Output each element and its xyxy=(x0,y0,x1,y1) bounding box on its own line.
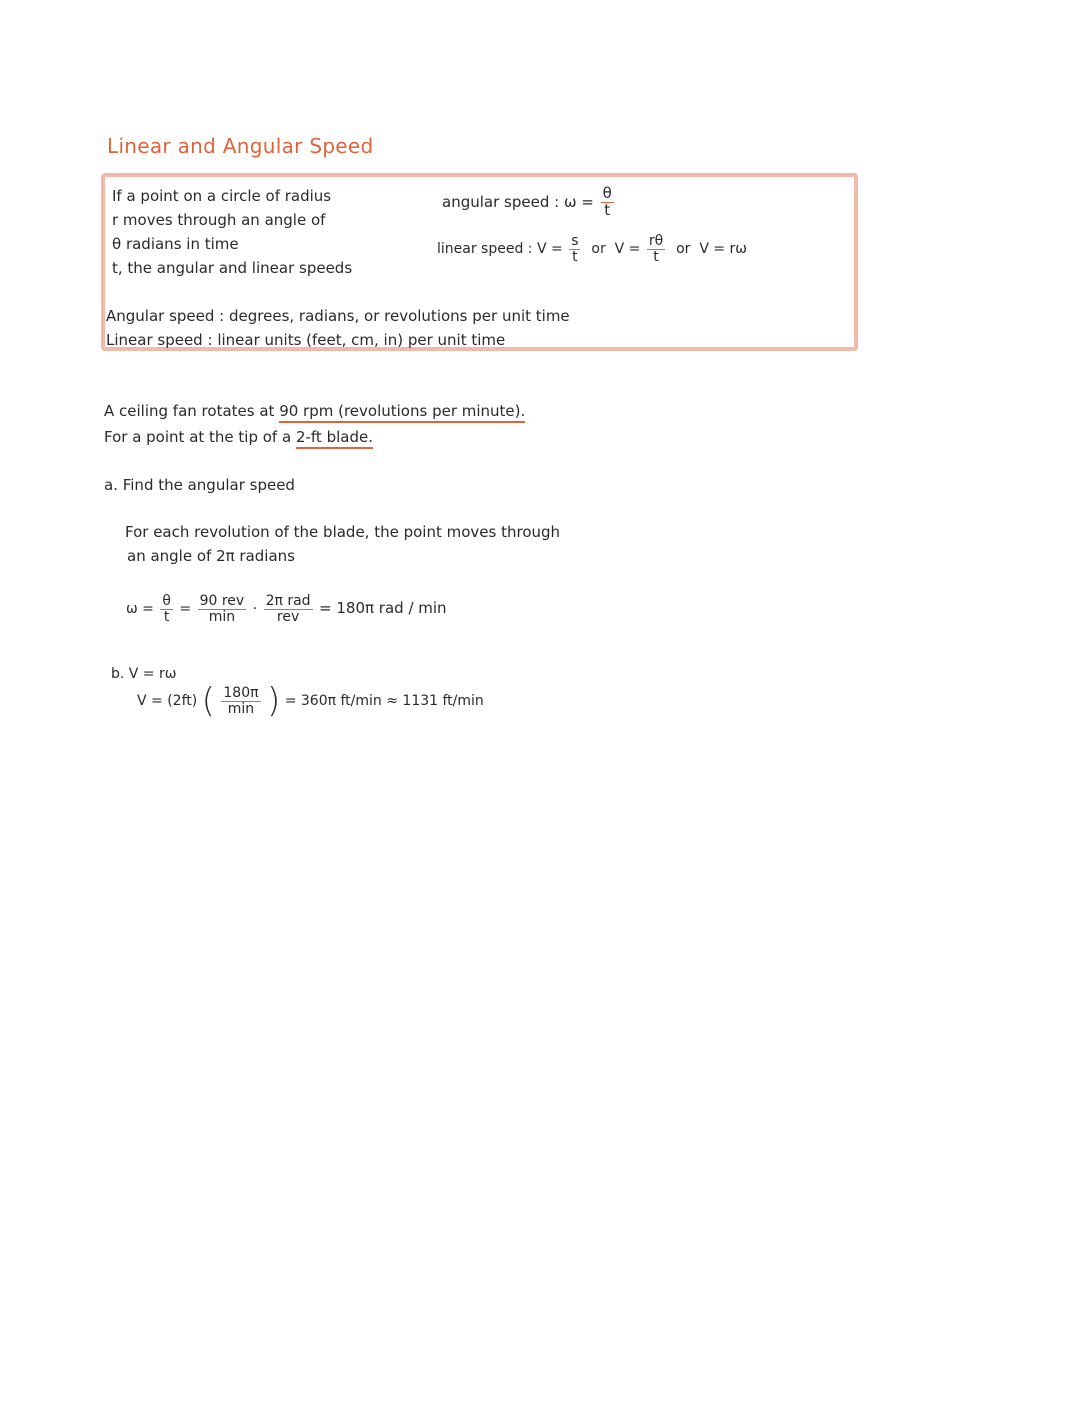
angular-speed-fraction xyxy=(221,686,260,716)
part-b-label: b. V = rω xyxy=(111,666,177,682)
or-text-2: or xyxy=(676,241,691,258)
angular-speed-calculation xyxy=(126,594,447,624)
problem-line-1-text: A ceiling fan rotates at xyxy=(104,402,275,420)
linear-units-line xyxy=(106,331,505,349)
or-text-1: or xyxy=(591,241,606,258)
fraction-denominator: t xyxy=(604,200,611,219)
theta-over-t-fraction xyxy=(160,594,173,624)
definition-line-4: t, the angular and linear speeds xyxy=(112,259,353,277)
definition-line-1: If a point on a circle of radius xyxy=(112,187,332,205)
left-paren: ( xyxy=(201,681,215,721)
v-equals-r-omega: V = rω xyxy=(699,241,747,258)
multiply-dot: · xyxy=(252,601,258,618)
linear-speed-calculation xyxy=(137,681,484,721)
v-lhs: V = (2ft) xyxy=(137,693,198,709)
definition-line-3: θ radians in time xyxy=(112,235,239,253)
angular-units-label: Angular speed : xyxy=(106,307,225,325)
fraction-numerator: 180π xyxy=(223,684,259,701)
angular-units-line xyxy=(106,307,570,325)
angular-speed-result: = 180π rad / min xyxy=(319,599,447,618)
problem-line-1 xyxy=(104,402,525,420)
theta-over-t-fraction xyxy=(601,186,614,219)
definition-line-2: r moves through an angle of xyxy=(112,211,326,229)
equals-sign: = xyxy=(179,601,192,618)
angular-speed-label: angular speed : xyxy=(442,192,560,211)
fraction-numerator: s xyxy=(571,233,579,249)
angular-units-text: degrees, radians, or revolutions per unit time xyxy=(229,307,570,325)
omega-lhs: ω = xyxy=(126,601,154,618)
problem-line-2 xyxy=(104,428,373,446)
problem-line-2-text: For a point at the tip of a xyxy=(104,428,292,446)
fraction-numerator: θ xyxy=(162,593,171,609)
omega-lhs: ω = xyxy=(563,192,594,211)
linear-speed-formula xyxy=(437,234,747,264)
fraction-denominator: rev xyxy=(276,608,300,625)
part-a-explanation-2: an angle of 2π radians xyxy=(127,547,295,565)
rad-per-rev-fraction xyxy=(264,594,313,624)
angular-speed-formula xyxy=(442,186,616,219)
fraction-denominator: min xyxy=(227,700,255,717)
blade-highlight: 2-ft blade. xyxy=(296,428,373,449)
s-over-t-fraction xyxy=(569,234,580,264)
linear-speed-label: linear speed : xyxy=(437,241,533,258)
v-lhs-1: V = xyxy=(536,241,563,258)
fraction-numerator: 2π rad xyxy=(265,593,311,609)
fraction-denominator: t xyxy=(163,608,170,625)
linear-speed-result: = 360π ft/min ≈ 1131 ft/min xyxy=(284,693,484,709)
part-a-explanation-1: For each revolution of the blade, the point moves through xyxy=(125,523,561,541)
part-a-label: a. Find the angular speed xyxy=(104,476,295,494)
fraction-numerator: θ xyxy=(602,184,612,202)
v-lhs-2: V = xyxy=(614,241,641,258)
fraction-denominator: t xyxy=(653,248,659,265)
page-title: Linear and Angular Speed xyxy=(107,134,374,158)
right-paren: ) xyxy=(267,681,281,721)
r-theta-over-t-fraction xyxy=(647,234,665,264)
rev-per-min-fraction xyxy=(198,594,247,624)
fraction-denominator: t xyxy=(572,248,578,265)
rpm-highlight: 90 rpm (revolutions per minute). xyxy=(279,402,525,423)
linear-units-label: Linear speed : xyxy=(106,331,213,349)
fraction-numerator: rθ xyxy=(648,233,664,249)
fraction-denominator: min xyxy=(208,608,236,625)
fraction-numerator: 90 rev xyxy=(199,593,245,609)
linear-units-text: linear units (feet, cm, in) per unit time xyxy=(217,331,506,349)
